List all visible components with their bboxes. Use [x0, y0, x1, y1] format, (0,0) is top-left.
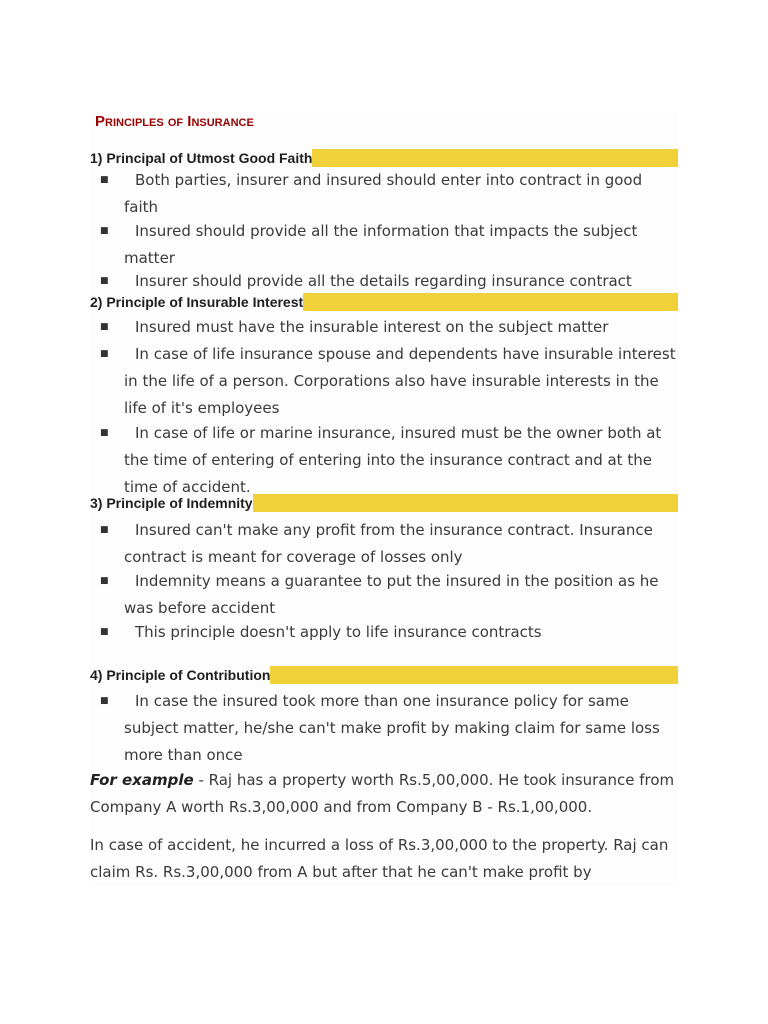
square-bullet-icon: ■	[100, 696, 109, 706]
example-text: - Raj has a property worth Rs.5,00,000. He took insurance from Company A worth Rs.3,00,000 and from Company B - Rs.1,00,000.	[90, 771, 675, 816]
example-paragraph	[90, 767, 678, 821]
heading-highlight-bar	[312, 149, 678, 167]
document-content	[90, 112, 678, 886]
section-heading-insurable-interest	[90, 293, 678, 311]
list-item: ■ Insurer should provide all the details regarding insurance contract	[90, 269, 678, 293]
heading-text: 4) Principle of Contribution	[90, 667, 271, 683]
square-bullet-icon: ■	[100, 322, 109, 332]
heading-text: 2) Principle of Insurable Interest	[90, 294, 304, 310]
section-heading-utmost-good-faith	[90, 149, 678, 167]
list-item: ■ Insured must have the insurable interest on the subject matter	[90, 315, 678, 339]
section-heading-contribution	[90, 666, 678, 684]
heading-highlight-bar	[270, 666, 678, 684]
list-item: ■ In case the insured took more than one insurance policy for same subject matter, he/she can't make profit by making claim for same loss more than once	[90, 688, 678, 769]
square-bullet-icon: ■	[100, 276, 109, 286]
bullet-list	[90, 167, 678, 293]
heading-text: 1) Principal of Utmost Good Faith	[90, 150, 313, 166]
list-item: ■ Indemnity means a guarantee to put the insured in the position as he was before accident	[90, 568, 678, 622]
list-item: ■ Both parties, insurer and insured should enter into contract in good faith	[90, 167, 678, 221]
bullet-list	[90, 517, 678, 646]
body-paragraph: In case of accident, he incurred a loss of Rs.3,00,000 to the property. Raj can claim Rs. Rs.3,00,000 from A but after that he can't make profit by	[90, 836, 669, 881]
bullet-list	[90, 688, 678, 769]
bullet-list	[90, 315, 678, 501]
example-label: For example	[90, 771, 194, 789]
square-bullet-icon: ■	[100, 627, 109, 637]
list-item: ■ Insured should provide all the information that impacts the subject matter	[90, 218, 678, 272]
heading-highlight-bar	[303, 293, 678, 311]
square-bullet-icon: ■	[100, 428, 109, 438]
square-bullet-icon: ■	[100, 525, 109, 535]
square-bullet-icon: ■	[100, 226, 109, 236]
list-item: ■ This principle doesn't apply to life insurance contracts	[90, 619, 678, 646]
list-item: ■ In case of life or marine insurance, insured must be the owner both at the time of entering of entering into the insurance contract and at the time of accident.	[90, 420, 678, 501]
square-bullet-icon: ■	[100, 175, 109, 185]
page-title: Principles of Insurance	[95, 113, 254, 130]
square-bullet-icon: ■	[100, 576, 109, 586]
list-item: ■ Insured can't make any profit from the insurance contract. Insurance contract is meant for coverage of losses only	[90, 517, 678, 571]
square-bullet-icon: ■	[100, 349, 109, 359]
heading-text: 3) Principle of Indemnity	[90, 495, 253, 511]
list-item: ■ In case of life insurance spouse and dependents have insurable interest in the life of a person. Corporations also have insurable interests in the life of it's employees	[90, 341, 678, 422]
